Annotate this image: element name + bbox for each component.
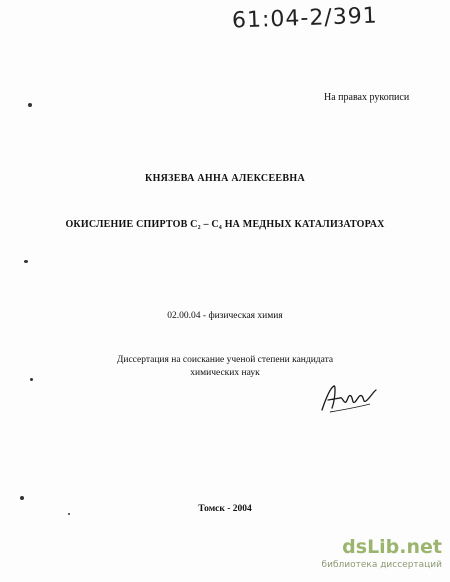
- scan-speck: [68, 513, 70, 515]
- author-signature: [318, 380, 378, 416]
- archive-code: 61:04-2/391: [231, 3, 379, 34]
- city-year: Томск - 2004: [198, 504, 252, 514]
- scan-speck: [28, 103, 32, 107]
- rights-note: На правах рукописи: [324, 92, 410, 103]
- scan-speck: [30, 378, 33, 381]
- watermark: [322, 536, 442, 574]
- scan-speck: [20, 496, 24, 500]
- degree-line-1: Диссертация на соискание ученой степени кандидата: [116, 355, 334, 365]
- scan-speck: [24, 260, 28, 263]
- dissertation-title: ОКИСЛЕНИЕ СПИРТОВ C₂ – C₄ НА МЕДНЫХ КАТАЛИЗАТОРАХ: [65, 219, 385, 230]
- watermark-logo: dsLib.net: [342, 536, 442, 558]
- degree-line-2: химических наук: [190, 368, 260, 378]
- author-name: КНЯЗЕВА АННА АЛЕКСЕЕВНА: [145, 173, 305, 184]
- specialty-code: 02.00.04 - физическая химия: [167, 311, 283, 321]
- watermark-subtitle: библиотека диссертаций: [321, 560, 442, 570]
